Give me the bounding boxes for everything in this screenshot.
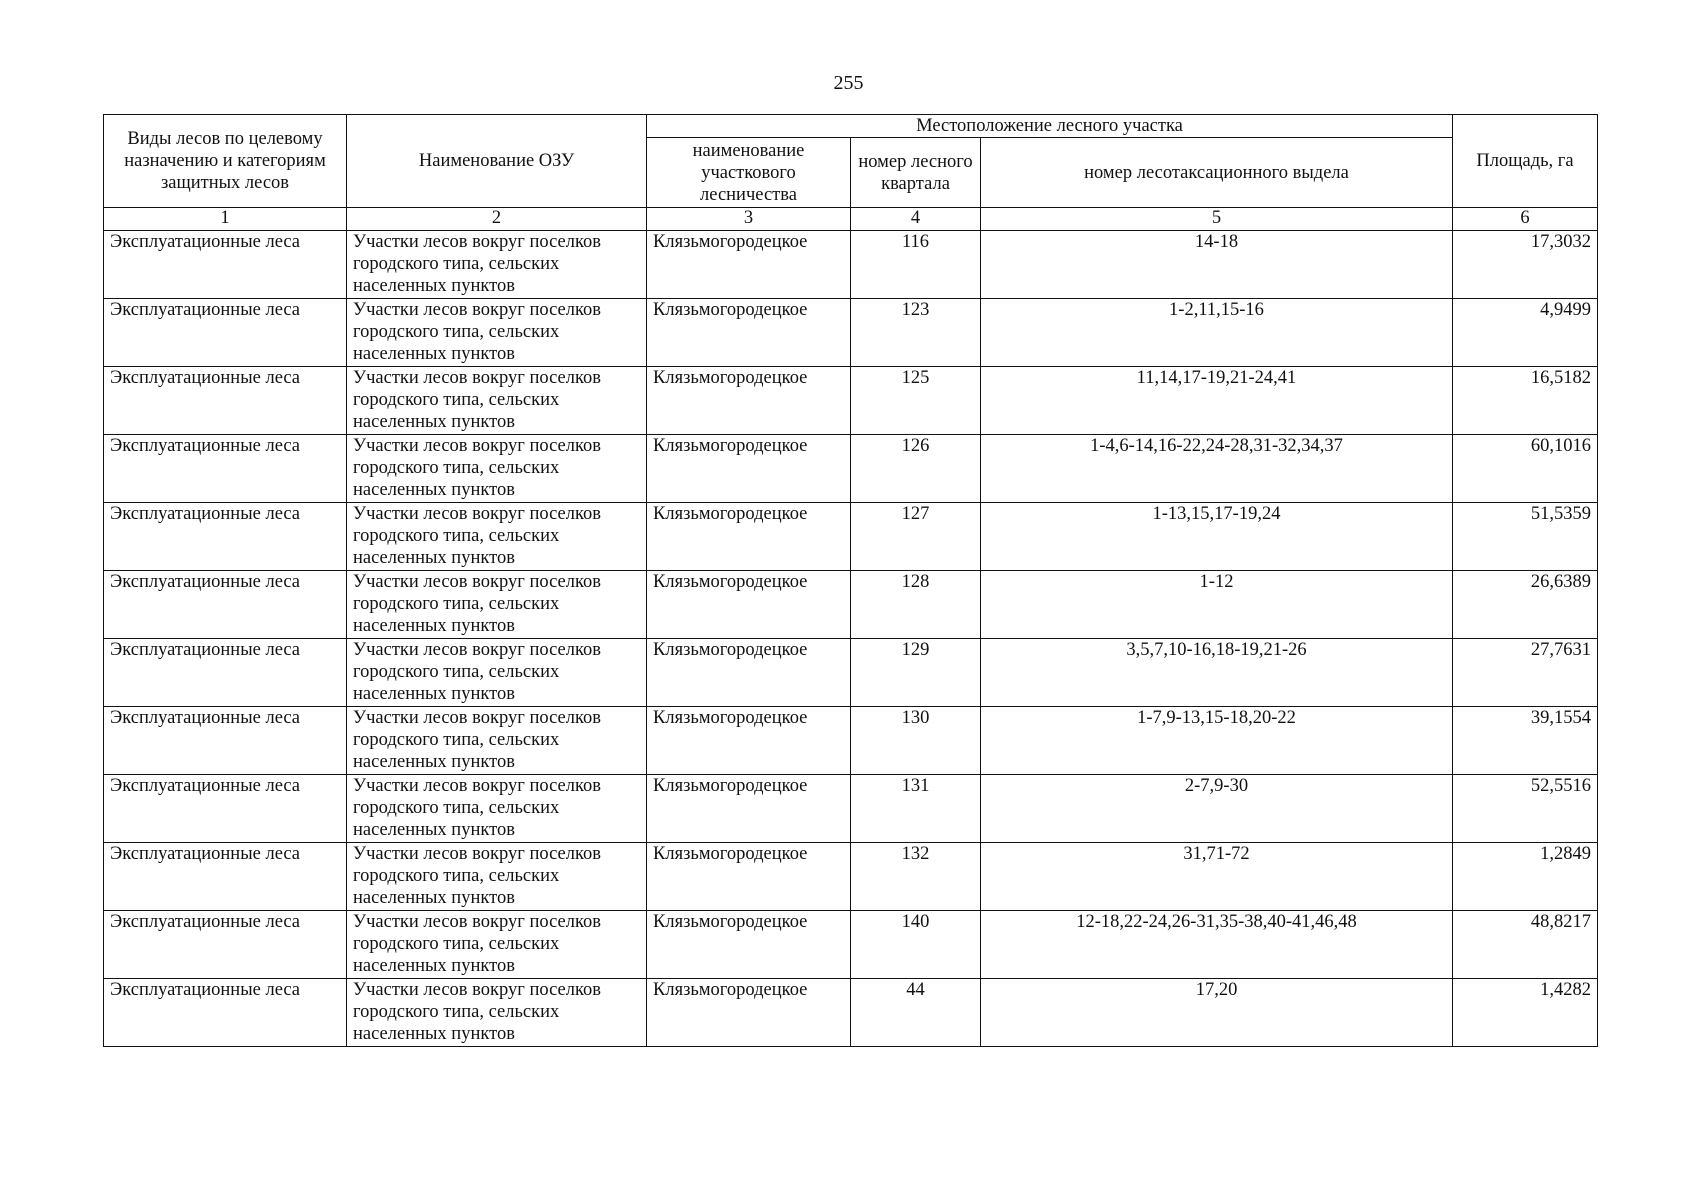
cell-forestry-name: Клязьмогородецкое [647,435,851,503]
cell-forest-type: Эксплуатационные леса [104,571,347,639]
cell-ozu-name: Участки лесов вокруг поселков городского типа, сельских населенных пунктов [347,775,647,843]
cell-ozu-name: Участки лесов вокруг поселков городского типа, сельских населенных пунктов [347,435,647,503]
cell-ozu-name: Участки лесов вокруг поселков городского типа, сельских населенных пунктов [347,911,647,979]
cell-forest-type: Эксплуатационные леса [104,911,347,979]
column-number: 2 [347,208,647,231]
header-forest-type: Виды лесов по целевому назначению и категориям защитных лесов [104,115,347,208]
cell-quarter-number: 126 [851,435,981,503]
cell-area: 1,4282 [1453,979,1598,1047]
cell-forest-type: Эксплуатационные леса [104,639,347,707]
cell-forestry-name: Клязьмогородецкое [647,367,851,435]
cell-forest-type: Эксплуатационные леса [104,299,347,367]
cell-allotment-number: 3,5,7,10-16,18-19,21-26 [981,639,1453,707]
table-row [104,911,1598,979]
header-forestry-name: наименование участкового лесничества [647,138,851,208]
table-row [104,639,1598,707]
cell-quarter-number: 128 [851,571,981,639]
cell-allotment-number: 1-4,6-14,16-22,24-28,31-32,34,37 [981,435,1453,503]
cell-forestry-name: Клязьмогородецкое [647,299,851,367]
cell-area: 48,8217 [1453,911,1598,979]
cell-allotment-number: 14-18 [981,231,1453,299]
page-number: 255 [833,72,864,94]
column-number: 4 [851,208,981,231]
cell-allotment-number: 17,20 [981,979,1453,1047]
header-location-group: Местоположение лесного участка [647,115,1453,138]
cell-forestry-name: Клязьмогородецкое [647,639,851,707]
header-allotment-number: номер лесотаксационного выдела [981,138,1453,208]
cell-forest-type: Эксплуатационные леса [104,231,347,299]
cell-ozu-name: Участки лесов вокруг поселков городского типа, сельских населенных пунктов [347,231,647,299]
table-row [104,435,1598,503]
table-row [104,367,1598,435]
cell-ozu-name: Участки лесов вокруг поселков городского типа, сельских населенных пунктов [347,503,647,571]
cell-area: 17,3032 [1453,231,1598,299]
cell-quarter-number: 140 [851,911,981,979]
cell-ozu-name: Участки лесов вокруг поселков городского типа, сельских населенных пунктов [347,843,647,911]
cell-ozu-name: Участки лесов вокруг поселков городского типа, сельских населенных пунктов [347,571,647,639]
cell-area: 39,1554 [1453,707,1598,775]
cell-area: 27,7631 [1453,639,1598,707]
cell-allotment-number: 1-7,9-13,15-18,20-22 [981,707,1453,775]
cell-forest-type: Эксплуатационные леса [104,367,347,435]
cell-quarter-number: 44 [851,979,981,1047]
table-body [104,231,1598,1047]
cell-quarter-number: 132 [851,843,981,911]
column-number: 1 [104,208,347,231]
table-row [104,299,1598,367]
header-ozu-name: Наименование ОЗУ [347,115,647,208]
cell-forest-type: Эксплуатационные леса [104,707,347,775]
cell-forestry-name: Клязьмогородецкое [647,503,851,571]
cell-area: 1,2849 [1453,843,1598,911]
cell-forest-type: Эксплуатационные леса [104,843,347,911]
cell-allotment-number: 1-2,11,15-16 [981,299,1453,367]
cell-quarter-number: 129 [851,639,981,707]
cell-allotment-number: 12-18,22-24,26-31,35-38,40-41,46,48 [981,911,1453,979]
column-number: 6 [1453,208,1598,231]
table-row [104,843,1598,911]
cell-forest-type: Эксплуатационные леса [104,503,347,571]
cell-quarter-number: 125 [851,367,981,435]
cell-forestry-name: Клязьмогородецкое [647,231,851,299]
forest-plots-table [103,114,1598,1047]
cell-quarter-number: 127 [851,503,981,571]
cell-area: 60,1016 [1453,435,1598,503]
cell-forestry-name: Клязьмогородецкое [647,775,851,843]
cell-area: 52,5516 [1453,775,1598,843]
cell-quarter-number: 123 [851,299,981,367]
table-row [104,503,1598,571]
cell-ozu-name: Участки лесов вокруг поселков городского типа, сельских населенных пунктов [347,299,647,367]
cell-ozu-name: Участки лесов вокруг поселков городского типа, сельских населенных пунктов [347,707,647,775]
cell-forest-type: Эксплуатационные леса [104,775,347,843]
header-quarter-number: номер лесного квартала [851,138,981,208]
cell-allotment-number: 31,71-72 [981,843,1453,911]
cell-quarter-number: 116 [851,231,981,299]
cell-quarter-number: 131 [851,775,981,843]
table-row [104,979,1598,1047]
cell-forestry-name: Клязьмогородецкое [647,707,851,775]
column-number: 5 [981,208,1453,231]
cell-quarter-number: 130 [851,707,981,775]
cell-ozu-name: Участки лесов вокруг поселков городского типа, сельских населенных пунктов [347,639,647,707]
cell-allotment-number: 2-7,9-30 [981,775,1453,843]
table-row [104,571,1598,639]
cell-area: 4,9499 [1453,299,1598,367]
cell-area: 26,6389 [1453,571,1598,639]
table-row [104,707,1598,775]
cell-ozu-name: Участки лесов вокруг поселков городского типа, сельских населенных пунктов [347,367,647,435]
cell-forest-type: Эксплуатационные леса [104,979,347,1047]
cell-forestry-name: Клязьмогородецкое [647,843,851,911]
cell-forestry-name: Клязьмогородецкое [647,979,851,1047]
table-header [104,115,1598,231]
cell-allotment-number: 1-12 [981,571,1453,639]
cell-forestry-name: Клязьмогородецкое [647,911,851,979]
cell-allotment-number: 1-13,15,17-19,24 [981,503,1453,571]
table-row [104,775,1598,843]
cell-ozu-name: Участки лесов вокруг поселков городского типа, сельских населенных пунктов [347,979,647,1047]
cell-area: 51,5359 [1453,503,1598,571]
cell-forestry-name: Клязьмогородецкое [647,571,851,639]
cell-area: 16,5182 [1453,367,1598,435]
cell-forest-type: Эксплуатационные леса [104,435,347,503]
column-number: 3 [647,208,851,231]
header-area: Площадь, га [1453,115,1598,208]
table-row [104,231,1598,299]
column-number-row [104,208,1598,231]
cell-allotment-number: 11,14,17-19,21-24,41 [981,367,1453,435]
